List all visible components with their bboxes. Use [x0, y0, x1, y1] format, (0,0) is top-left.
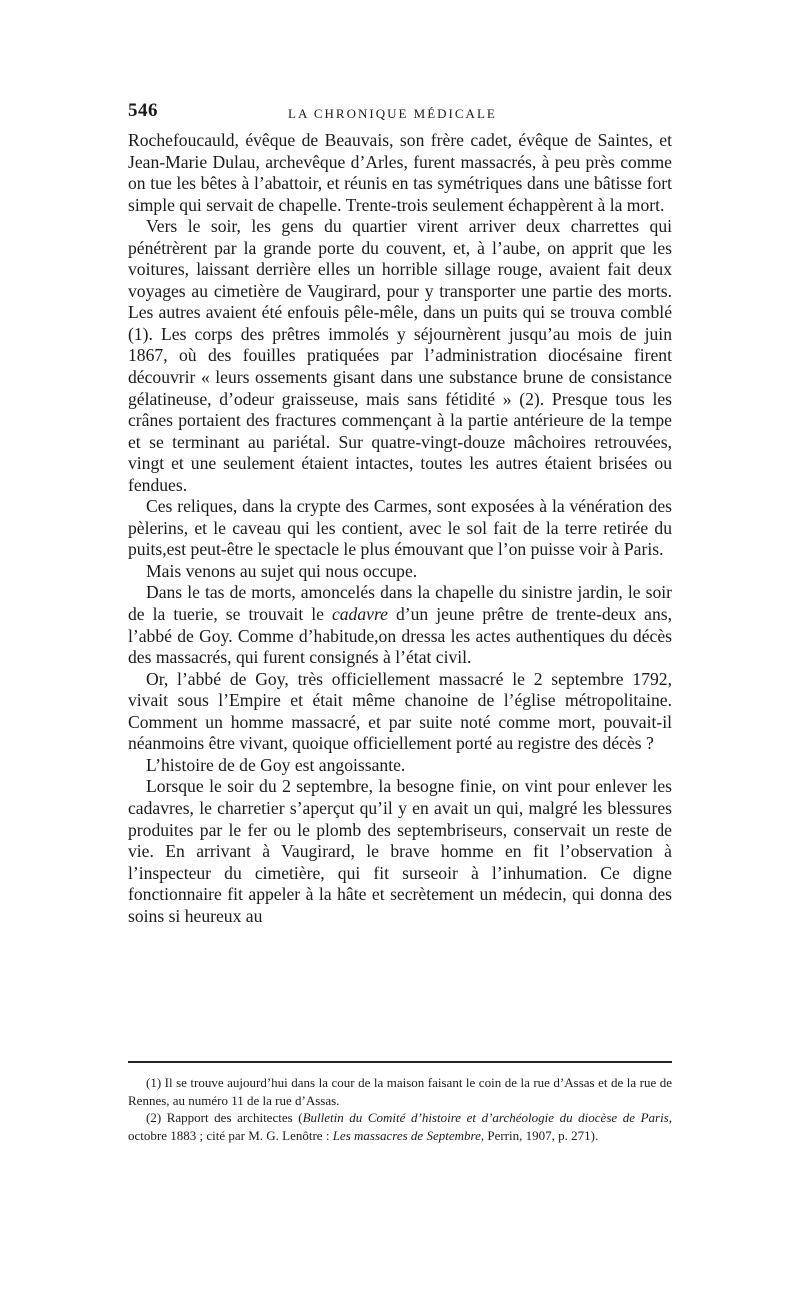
running-head: LA CHRONIQUE MÉDICALE — [288, 106, 497, 121]
paragraph — [128, 669, 672, 755]
paragraph — [128, 582, 672, 668]
text-run: octobre 1883 ; cité par M. G. Lenôtre : — [128, 1127, 333, 1143]
footnotes — [128, 1074, 672, 1144]
text-run: Vers le soir, les gens du quartier virent arriver deux charrettes qui pénétrèrent par la grande porte du couvent, et, à l’aube, on apprit que les voitures, laissant derrière elles un horrible sillage rouge, avaient fait deux voyages au cimetière de Vaugirard, pour y transporter une partie des morts. Les autres avaient été enfouis pêle-mêle, dans un puits qui se trouva comblé (1). Les corps des prêtres immolés y séjournèrent jusqu’au mois de juin 1867, où des fouilles pratiquées par l’administration diocésaine firent découvrir « leurs ossements gisant dans une substance brune de consistance gélatineuse, d’odeur graisseuse, mais sans fétidité » (2). Presque tous les crânes portaient des fractures commençant à la partie antérieure de la tempe et se terminant au pariétal. Sur quatre-vingt-douze mâchoires retrouvées, vingt et une seulement étaient intactes, toutes les autres étaient brisées ou fendues. — [128, 216, 672, 495]
text-run: d’un jeune prêtre de trente-deux ans, l’abbé de Goy. Comme d’habitude,on dressa les actes authentiques du décès des massacrés, qui furent consignés à l’état civil. — [128, 604, 672, 668]
paragraph — [128, 496, 672, 561]
paragraph — [128, 130, 672, 216]
footnote-divider — [128, 1061, 672, 1063]
paragraph — [128, 755, 672, 777]
text-run: Ces reliques, dans la crypte des Carmes, sont exposées à la vénération des pèlerins, et le caveau qui les contient, avec le sol fait de la terre retirée du puits,est peut-être le spectacle le plus émouvant que l’on puisse voir à Paris. — [128, 496, 672, 560]
text-run: Rochefoucauld, évêque de Beauvais, son frère cadet, évêque de Saintes, et Jean-Marie Dulau, archevêque d’Arles, furent massacrés, à peu près comme on tue les bêtes à l’abattoir, et réunis en tas symétriques dans une bâtisse fort simple qui servait de chapelle. Trente-trois seulement échappèrent à la mort. — [128, 130, 672, 215]
body-text — [128, 130, 672, 927]
page-header — [128, 100, 672, 128]
text-run: Dans le tas de morts, amoncelés dans la chapelle du sinistre jardin, le soir de la tuerie, se trouvait le — [128, 582, 672, 625]
text-run: Lorsque le soir du 2 septembre, la besogne finie, on vint pour enlever les cadavres, le charretier s’aperçut qu’il y en avait un qui, malgré les blessures produites par le fer ou le plomb des septembriseurs, conservait un reste de vie. En arrivant à Vaugirard, le brave homme en fit l’observation à l’inspecteur du cimetière, qui fit surseoir à l’inhumation. Ce digne fonctionnaire fit appeler à la hâte et secrètement un médecin, qui donna des soins si heureux au — [128, 776, 672, 926]
italic-text: Les massacres de Septembre, — [332, 1127, 485, 1143]
text-run: Or, l’abbé de Goy, très officiellement massacré le 2 septembre 1792, vivait sous l’Empire et était même chanoine de l’église métropolitaine. Comment un homme massacré, et par suite noté comme mort, pouvait-il néanmoins être vivant, quoique officiellement porté au registre des décès ? — [128, 668, 672, 754]
text-run: (1) Il se trouve aujourd’hui dans la cour de la maison faisant le coin de la rue d’Assas et de la rue de Rennes, au numéro 11 de la rue d’Assas. — [128, 1075, 672, 1108]
footnote — [128, 1074, 672, 1109]
footnote — [128, 1109, 672, 1144]
italic-text: Bulletin du Comité d’histoire et d’archéologie du diocèse de Paris, — [302, 1110, 672, 1125]
text-run: Perrin, 1907, p. 271). — [484, 1127, 599, 1143]
paragraph — [128, 216, 672, 496]
text-run: Mais venons au sujet qui nous occupe. — [146, 560, 418, 581]
italic-text: cadavre — [331, 604, 388, 625]
page-number: 546 — [128, 100, 158, 121]
paragraph — [128, 561, 672, 583]
text-run: L’histoire de de Goy est angoissante. — [146, 754, 406, 775]
paragraph — [128, 776, 672, 927]
text-run: (2) Rapport des architectes ( — [146, 1110, 303, 1125]
